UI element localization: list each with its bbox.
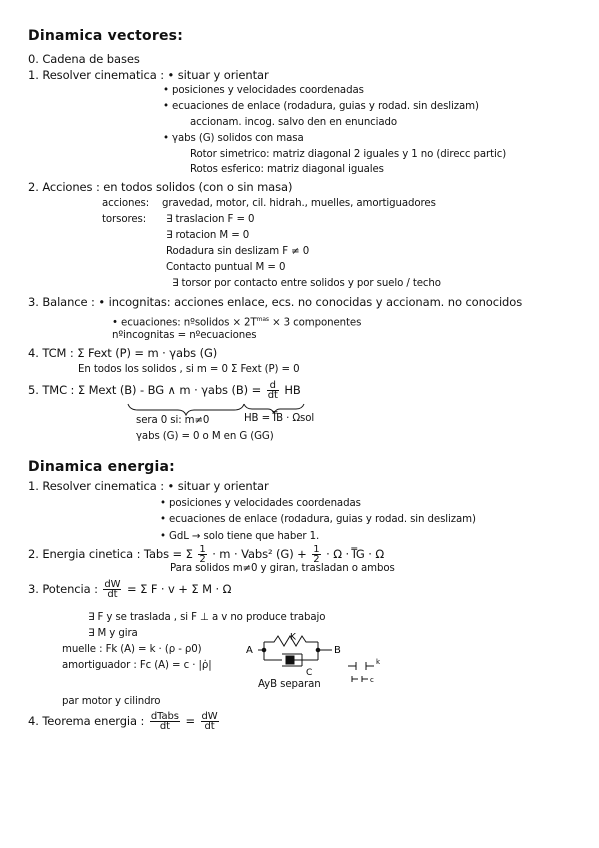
line-gira: ∃ M y gira	[88, 628, 138, 639]
label-torsores: torsores:	[102, 214, 147, 225]
line-torsor-traslacion: ∃ traslacion F = 0	[166, 214, 255, 225]
line-posiciones-2: • posiciones y velocidades coordenadas	[160, 498, 361, 509]
line-tcm: 4. TCM : Σ Fext (P) = m · γabs (G)	[28, 346, 218, 360]
line-torsor-contacto: ∃ torsor por contacto entre solidos y por suelo / techo	[172, 278, 441, 289]
line-contacto-puntual: Contacto puntual M = 0	[166, 262, 286, 273]
line-rotos-esferico: Rotos esferico: matriz diagonal iguales	[190, 164, 384, 175]
label-k-small: k	[376, 658, 381, 666]
label-separan: AyB separan	[258, 679, 321, 690]
line-sera-cero: sera 0 si: m≠0	[136, 415, 210, 426]
label-b: B	[334, 645, 341, 656]
section-title-vectores: Dinamica vectores:	[28, 28, 184, 44]
line-rotor-simetrico: Rotor simetrico: matriz diagonal 2 iguales y 1 no (direcc partic)	[190, 149, 507, 160]
line-nincognitas: nºincognitas = nºecuaciones	[112, 330, 257, 341]
line-ecuaciones-enlace-2: • ecuaciones de enlace (rodadura, guias y rodad. sin deslizam)	[160, 514, 476, 525]
line-torsor-rotacion: ∃ rotacion M = 0	[166, 230, 250, 241]
label-acciones: acciones:	[102, 198, 150, 209]
line-par-motor: par motor y cilindro	[62, 696, 161, 707]
line-hb-formula: HB = I̿B · Ωsol	[244, 413, 315, 424]
line-resolver-cinematica-2: 1. Resolver cinematica : • situar y orientar	[28, 479, 269, 493]
label-c: C	[306, 668, 313, 678]
line-potencia: 3. Potencia : $\frac{dW}{dt}$ = Σ F · v + Σ M · Ω	[28, 579, 232, 600]
line-acciones-lista: gravedad, motor, cil. hidrah., muelles, amortiguadores	[162, 198, 436, 209]
spring-damper-sketch	[258, 636, 374, 682]
line-teorema-energia: 4. Teorema energia : $\frac{\text{dTabs}}{dt}$ = $\frac{dW}{dt}$	[28, 711, 218, 732]
line-balance: 3. Balance : • incognitas: acciones enlace, ecs. no conocidas y accionam. no conocidos	[28, 295, 523, 309]
line-gdl: • GdL → solo tiene que haber 1.	[160, 531, 320, 542]
line-traslada: ∃ F y se traslada , si F ⊥ a v no produce trabajo	[88, 612, 326, 623]
line-ecuaciones-count: • ecuaciones: nºsolidos × $2T^{mas} \times 3$ componentes	[112, 316, 362, 329]
line-resolver-cinematica: 1. Resolver cinematica : • situar y orientar	[28, 68, 269, 82]
section-title-energia: Dinamica energia:	[28, 459, 175, 475]
line-acciones: 2. Acciones : en todos solidos (con o sin masa)	[28, 180, 293, 194]
label-a: A	[246, 645, 253, 656]
line-accionam: accionam. incog. salvo den en enunciado	[190, 117, 398, 128]
label-c-small: c	[370, 676, 374, 684]
line-energia-cinetica: 2. Energia cinetica : Tabs = Σ $\frac{1}{2}$ · m · Vabs² (G) + $\frac{1}{2}$ · Ω · I̿G · Ω	[28, 544, 385, 565]
line-tmc: 5. TMC : Σ Mext (B) - BG ∧ m · γabs (B) = $\frac{d}{dt}$ HB	[28, 380, 301, 401]
line-amortiguador: amortiguador : Fc (A) = c · |ρ̇|	[62, 660, 212, 671]
line-posiciones: • posiciones y velocidades coordenadas	[163, 85, 364, 96]
line-gamma-abs: • γabs (G) solidos con masa	[163, 133, 304, 144]
line-gamma-abs-zero: γabs (G) = 0 o M en G (GG)	[136, 431, 274, 442]
line-para-solidos: Para solidos m≠0 y giran, trasladan o ambos	[170, 563, 395, 574]
label-k: K	[290, 632, 296, 643]
line-rodadura: Rodadura sin deslizam F ≠ 0	[166, 246, 310, 257]
line-ecuaciones-enlace: • ecuaciones de enlace (rodadura, guias y rodad. sin deslizam)	[163, 101, 479, 112]
line-muelle: muelle : Fk (A) = k · (ρ - ρ0)	[62, 644, 202, 655]
line-cadena-bases: 0. Cadena de bases	[28, 52, 140, 66]
line-tcm-solidos: En todos los solidos , si m = 0 Σ Fext (P) = 0	[78, 364, 300, 375]
